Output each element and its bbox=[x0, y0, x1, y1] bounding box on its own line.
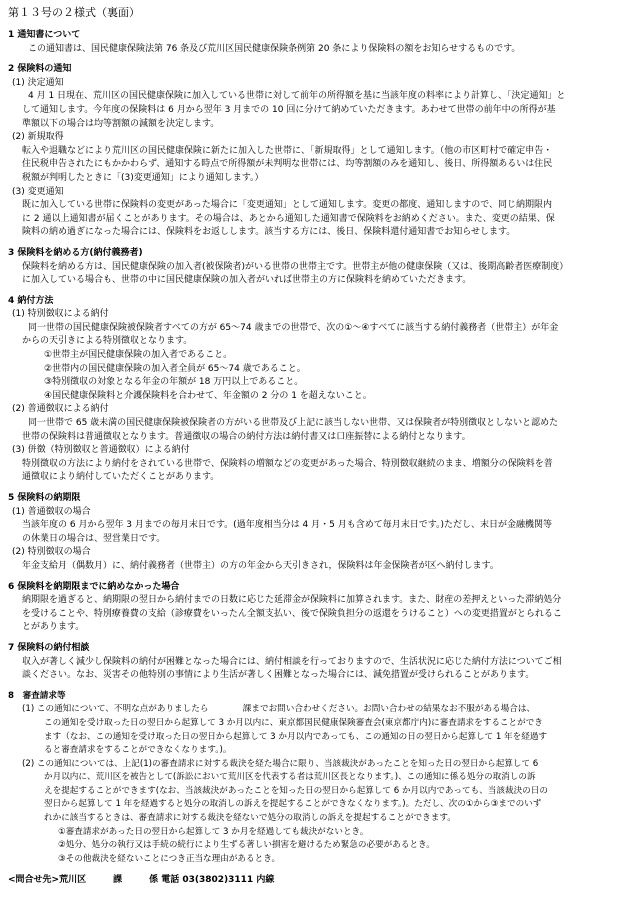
body-line: 同一世帯で 65 歳未満の国民健康保険被保険者の方がいる世帯及び上記に該当しない世帯、又は保険者が特別徴収としないと認めた bbox=[28, 418, 559, 429]
body-line: を受けることや、特別療養費の支給（診療費をいったん全額支払い、後で保険負担分の返還をうけること）への変更措置がとられるこ bbox=[22, 608, 562, 619]
form-title: 第１３号の２様式（裏面） bbox=[8, 6, 140, 19]
body-line: 納期限を過ぎると、納期限の翌日から納付までの日数に応じた延滞金が保険料に加算されます。また、財産の差押えといった滞納処分 bbox=[22, 595, 562, 606]
body-line: えを提起することができます(なお、当該裁決があったことを知った日の翌日から起算して 6 か月以内であっても、当該裁決の日の bbox=[44, 785, 548, 796]
section-heading: 2 保険料の通知 bbox=[8, 64, 72, 75]
condition-item: ③その他裁決を経ないことにつき正当な理由があるとき。 bbox=[58, 853, 281, 864]
section-payment-method bbox=[8, 295, 622, 485]
subsection-title: (2) 特別徴収の場合 bbox=[12, 547, 91, 558]
condition-item: ①世帯主が国民健康保険の加入者であること。 bbox=[44, 350, 233, 361]
body-line: 険料の納め過ぎになった場合には、保険料をお返しします。該当する方には、後日、保険料還付通知書でお知らせします。 bbox=[22, 227, 516, 238]
section-heading: 6 保険料を納期限までに納めなかった場合 bbox=[8, 581, 180, 592]
section-heading: 5 保険料の納期限 bbox=[8, 493, 81, 503]
body-line: に加入している場合も、世帯の中に国民健康保険の加入者がいれば世帯主の方に保険料を納めていただきます。 bbox=[22, 275, 472, 286]
body-line: 準額以下の場合は均等割額の減額を決定します。 bbox=[22, 118, 220, 129]
body-line: 収入が著しく減少し保険料の納付が困難となった場合には、納付相談を行っておりますので、生活状況に応じた納付方法についてご相 bbox=[22, 656, 562, 667]
body-line: 年金支給月（偶数月）に、納付義務者（世帯主）の方の年金から天引きされ，保険料は年金保険者が区へ納付します。 bbox=[22, 560, 499, 571]
condition-item: ②世帯内の国民健康保険の加入者全員が 65～74 歳であること。 bbox=[44, 363, 306, 374]
subsection-title: (3) 変更通知 bbox=[12, 186, 64, 197]
section-appeal bbox=[8, 690, 622, 867]
section-heading: 3 保険料を納める方(納付義務者) bbox=[8, 247, 143, 258]
condition-item: ①審査請求があった日の翌日から起算して 3 か月を経過しても裁決がないとき。 bbox=[58, 826, 369, 837]
body-line: この通知を受け取った日の翌日から起算して 3 か月以内に、東京都国民健康保険審査会(東京都庁内)に審査請求をすることができ bbox=[44, 717, 543, 728]
body-line: 保険料を納める方は、国民健康保険の加入者(被保険者)がいる世帯の世帯主です。世帯主が他の健康保険（又は、後期高齢者医療制度） bbox=[22, 261, 569, 272]
section-heading: 4 納付方法 bbox=[8, 295, 54, 306]
body-line: 既に加入している世帯に保険料の変更があった場合に「変更通知」として通知します。変更の都度、通知しますので、同じ納期限内 bbox=[22, 200, 553, 211]
body-line: 転入や退職などにより荒川区の国民健康保険に新たに加入した世帯に、「新規取得」として通知します。（他の市区町村で確定申告・ bbox=[22, 145, 553, 156]
body-line: 同一世帯の国民健康保険被保険者すべての方が 65～74 歳までの世帯で、次の①～④すべてに該当する納付義務者（世帯主）が年金 bbox=[28, 322, 559, 333]
body-line: して通知します。今年度の保険料は 6 月から翌年 3 月までの 10 回に分けて納めていただきます。あわせて世帯の前年中の所得が基 bbox=[22, 104, 556, 115]
section-premium-notice bbox=[8, 63, 622, 240]
subsection-title: (1) 特別徴収による納付 bbox=[12, 309, 109, 320]
body-line: この通知書は、国民健康保険法第 76 条及び荒川区国民健康保険条例第 20 条により保険料の額をお知らせするものです。 bbox=[28, 43, 521, 54]
body-line: 通徴収により納付していただくことがあります。 bbox=[22, 472, 220, 483]
body-line: 談ください。なお、災害その他特別の事情により生活が著しく困難となった場合には、減免措置が受けられることがあります。 bbox=[22, 670, 535, 681]
body-line: ると審査請求をすることができなくなります。)。 bbox=[44, 745, 232, 756]
body-line: の休業日の場合は、翌営業日です。 bbox=[22, 533, 166, 544]
body-line: 翌日から起算して 1 年を経過すると処分の取消しの訴えを提起することができなくなります。)。ただし、次の①から③までのいず bbox=[44, 799, 542, 810]
subsection-title: (1) 決定通知 bbox=[12, 77, 64, 88]
section-payment-consultation bbox=[8, 642, 622, 683]
body-line: とがあります。 bbox=[22, 622, 85, 633]
section-due-date bbox=[8, 492, 622, 574]
body-line: 税額が判明したときに「(3)変更通知」により通知します。） bbox=[22, 172, 264, 183]
body-line: ます（なお、この通知を受け取った日の翌日から起算して 3 か月以内であっても、この通知の日の翌日から起算して 1 年を経過す bbox=[44, 731, 548, 742]
body-line: か月以内に、荒川区を被告として(訴訟において荒川区を代表する者は荒川区長となります。)、この通知に係る処分の取消しの訴 bbox=[44, 772, 536, 783]
section-heading: 1 通知書について bbox=[8, 30, 81, 40]
contact-info: <問合せ先>荒川区 課 係 電話 03(3802)3111 内線 bbox=[8, 875, 275, 886]
body-line: に 2 通以上通知書が届くことがあります。その場合は、あとから通知した通知書で保険料をお納めください。また、変更の結果、保 bbox=[22, 213, 555, 224]
body-line: (2) この通知については、上記(1)の審査請求に対する裁決を経た場合に限り、当該裁決があったことを知った日の翌日から起算して 6 bbox=[22, 758, 539, 769]
subsection-title: (2) 普通徴収による納付 bbox=[12, 404, 109, 415]
condition-item: ②処分、処分の執行又は手続の続行により生ずる著しい損害を避けるため緊急の必要があるとき。 bbox=[58, 840, 435, 851]
body-line: 住民税申告されたにもかかわらず、通知する時点で所得額が未判明な世帯には、均等割額のみを通知し、後日、所得額あるいは住民 bbox=[22, 159, 553, 170]
section-late-payment bbox=[8, 581, 622, 635]
section-heading: 7 保険料の納付相談 bbox=[8, 642, 90, 653]
condition-item: ④国民健康保険料と介護保険料を合わせて、年金額の 2 分の 1 を超えないこと。 bbox=[44, 390, 372, 401]
subsection-title: (1) 普通徴収の場合 bbox=[12, 506, 91, 517]
section-notice bbox=[8, 29, 622, 56]
body-line: 当該年度の 6 月から翌年 3 月までの毎月末日です。(過年度相当分は 4 月・5 月も含めて毎月末日です。)ただし、末日が金融機関等 bbox=[22, 520, 553, 531]
section-heading: 8 審査請求等 bbox=[8, 690, 66, 701]
condition-item: ③特別徴収の対象となる年金の年額が 18 万円以上であること。 bbox=[44, 377, 304, 388]
section-payer bbox=[8, 247, 622, 288]
body-line: れかに該当するときは、審査請求に対する裁決を経ないで処分の取消しの訴えを提起することができます。 bbox=[44, 813, 456, 824]
subsection-title: (2) 新規取得 bbox=[12, 132, 64, 143]
body-line: からの天引きによる特別徴収となります。 bbox=[22, 336, 193, 347]
subsection-title: (3) 併徴（特別徴収と普通徴収）による納付 bbox=[12, 445, 190, 456]
body-line: 世帯の保険料は普通徴収となります。普通徴収の場合の納付方法は納付書又は口座振替による納付となります。 bbox=[22, 431, 471, 442]
body-line: 特別徴収の方法により納付をされている世帯で、保険料の増額などの変更があった場合、特別徴収継続のまま、増額分の保険料を普 bbox=[22, 458, 553, 469]
body-line: (1) この通知について、不明な点がありましたら 課までお問い合わせください。お問い合わせの結果なお不服がある場合は、 bbox=[22, 704, 536, 715]
body-line: 4 月 1 日現在、荒川区の国民健康保険に加入している世帯に対して前年の所得額を基に当該年度の料率により計算し、「決定通知」と bbox=[28, 91, 566, 102]
